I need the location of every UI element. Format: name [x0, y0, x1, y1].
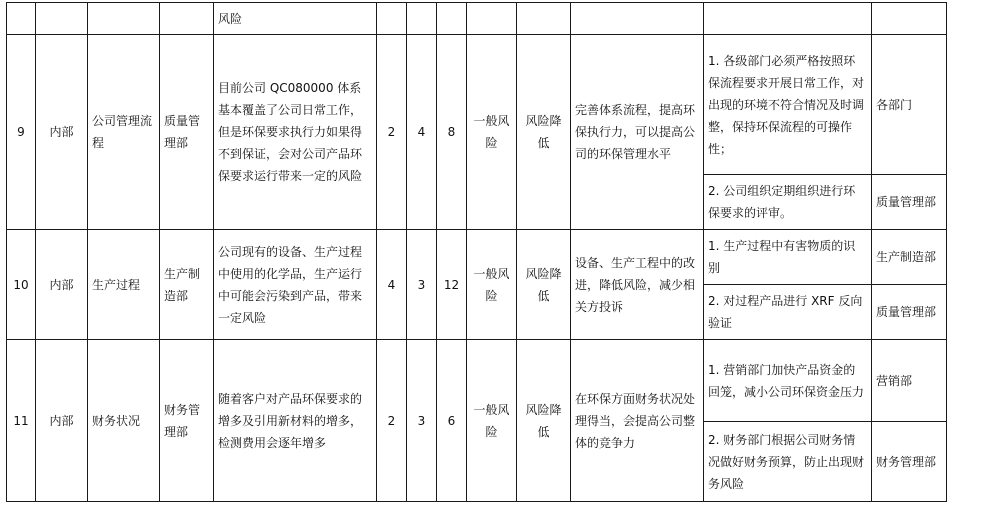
cont-cell-dept	[160, 3, 214, 35]
cont-cell-no	[7, 3, 36, 35]
risk-description: 公司现有的设备、生产过程中使用的化学品，生产运行中可能会污染到产品，带来一定风险	[214, 230, 377, 340]
row-number: 10	[7, 230, 36, 340]
process-name: 生产过程	[88, 230, 160, 340]
measure: 1. 营销部门加快产品资金的回笼，减小公司环保资金压力	[704, 340, 872, 422]
measure: 2. 对过程产品进行 XRF 反向验证	[704, 285, 872, 340]
cont-cell-a	[377, 3, 407, 35]
department: 财务管理部	[160, 340, 214, 502]
cont-cell-opportunity	[571, 3, 704, 35]
measure: 2. 公司组织定期组织进行环保要求的评审。	[704, 175, 872, 230]
row-number: 9	[7, 35, 36, 230]
severity-value: 4	[407, 35, 437, 230]
likelihood-value: 4	[377, 230, 407, 340]
measure-owner: 财务管理部	[872, 422, 947, 502]
measure-owner: 质量管理部	[872, 175, 947, 230]
risk-strategy: 风险降低	[517, 35, 571, 230]
cont-cell-level	[467, 3, 517, 35]
severity-value: 3	[407, 340, 437, 502]
risk-level: 一般风险	[467, 35, 517, 230]
measure-owner: 生产制造部	[872, 230, 947, 285]
cont-cell-measure	[704, 3, 872, 35]
cont-cell-b	[407, 3, 437, 35]
risk-type: 内部	[36, 35, 88, 230]
measure: 2. 财务部门根据公司财务情况做好财务预算，防止出现财务风险	[704, 422, 872, 502]
measure-owner: 质量管理部	[872, 285, 947, 340]
opportunity: 设备、生产工程中的改进，降低风险，减少相关方投诉	[571, 230, 704, 340]
risk-score: 8	[437, 35, 467, 230]
cont-cell-owner	[872, 3, 947, 35]
cont-cell-risk: 风险	[214, 3, 377, 35]
department: 质量管理部	[160, 35, 214, 230]
risk-type: 内部	[36, 230, 88, 340]
measure-owner: 营销部	[872, 340, 947, 422]
measure: 1. 各级部门必须严格按照环保流程要求开展日常工作，对出现的环境不符合情况及时调整，保持环保流程的可操作性；	[704, 35, 872, 175]
measure-owner: 各部门	[872, 35, 947, 175]
measure: 1. 生产过程中有害物质的识别	[704, 230, 872, 285]
cont-cell-process	[88, 3, 160, 35]
risk-level: 一般风险	[467, 230, 517, 340]
likelihood-value: 2	[377, 340, 407, 502]
process-name: 公司管理流程	[88, 35, 160, 230]
risk-description: 随着客户对产品环保要求的增多及引用新材料的增多，检测费用会逐年增多	[214, 340, 377, 502]
risk-strategy: 风险降低	[517, 340, 571, 502]
row-number: 11	[7, 340, 36, 502]
continued-row	[7, 3, 947, 35]
severity-value: 3	[407, 230, 437, 340]
opportunity: 在环保方面财务状况处理得当，会提高公司整体的竞争力	[571, 340, 704, 502]
risk-type: 内部	[36, 340, 88, 502]
table-row	[7, 230, 947, 285]
risk-assessment-table	[6, 2, 947, 502]
risk-strategy: 风险降低	[517, 230, 571, 340]
opportunity: 完善体系流程，提高环保执行力，可以提高公司的环保管理水平	[571, 35, 704, 230]
process-name: 财务状况	[88, 340, 160, 502]
risk-description: 目前公司 QC080000 体系基本覆盖了公司日常工作，但是环保要求执行力如果得不到保证，会对公司产品环保要求运行带来一定的风险	[214, 35, 377, 230]
risk-score: 6	[437, 340, 467, 502]
cont-cell-strategy	[517, 3, 571, 35]
department: 生产制造部	[160, 230, 214, 340]
table-row	[7, 35, 947, 175]
cont-cell-type	[36, 3, 88, 35]
table-row	[7, 340, 947, 422]
cont-cell-score	[437, 3, 467, 35]
risk-score: 12	[437, 230, 467, 340]
likelihood-value: 2	[377, 35, 407, 230]
risk-level: 一般风险	[467, 340, 517, 502]
